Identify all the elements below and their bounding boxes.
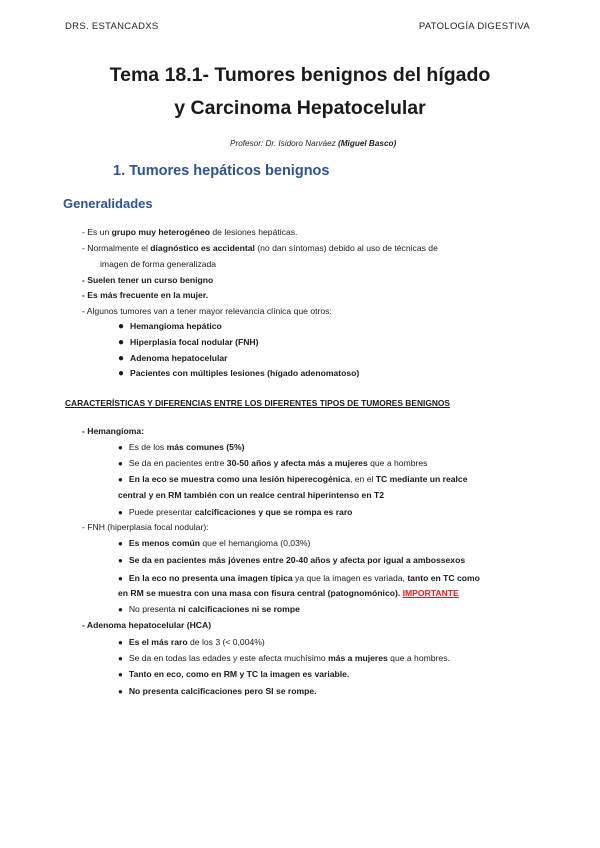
professor-author: (Miguel Basco) xyxy=(338,139,397,148)
list-item: ● Pacientes con múltiples lesiones (hígado adenomatoso) xyxy=(118,368,360,379)
fnh-line-3b: en RM se muestra con una masa con fisura central (patognomónico). IMPORTANTE xyxy=(118,588,459,598)
bullet-icon: ● xyxy=(118,574,123,583)
page-title-line2: y Carcinoma Hepatocelular xyxy=(174,97,426,119)
gen-line-5: - Algunos tumores van a tener mayor relevancia clínica que otros: xyxy=(82,306,332,316)
header-right: PATOLOGÍA DIGESTIVA xyxy=(418,21,530,32)
list-item: ● Se da en pacientes entre 30-50 años y afecta más a mujeres que a hombres xyxy=(118,458,428,468)
bullet-icon: ● xyxy=(118,670,123,679)
gen-line-2b: imagen de forma generalizada xyxy=(100,259,217,269)
gen-line-3: - Suelen tener un curso benigno xyxy=(82,275,214,285)
hca-title: - Adenoma hepatocelular (HCA) xyxy=(82,620,212,630)
bullet-icon: ● xyxy=(118,638,123,647)
list-item: ● Hiperplasia focal nodular (FNH) xyxy=(118,337,259,348)
hemangioma-title: - Hemangioma: xyxy=(82,426,145,436)
bullet-icon: ● xyxy=(118,687,123,696)
bullet-icon: ● xyxy=(118,556,123,565)
list-item: ● Es de los más comunes (5%) xyxy=(118,442,245,452)
bullet-icon: ● xyxy=(118,539,123,548)
bullet-icon: ● xyxy=(118,353,125,364)
fnh-title: - FNH (hiperplasia focal nodular): xyxy=(82,522,209,532)
list-item: ● Se da en pacientes más jóvenes entre 20-40 años y afecta por igual a ambossexos xyxy=(118,555,466,565)
bullet-icon: ● xyxy=(118,459,123,468)
list-item: ● Es menos común que el hemangioma (0,03%) xyxy=(118,538,311,548)
important-label: IMPORTANTE xyxy=(402,588,459,598)
bullet-icon: ● xyxy=(118,368,125,379)
list-item: ● Se da en todas las edades y este afecta muchísimo más a mujeres que a hombres. xyxy=(118,653,450,663)
professor-line xyxy=(230,139,396,148)
characteristics-heading: CARACTERÍSTICAS Y DIFERENCIAS ENTRE LOS DIFERENTES TIPOS DE TUMORES BENIGNOS xyxy=(65,398,450,408)
bullet-icon: ● xyxy=(118,475,123,484)
bullet-icon: ● xyxy=(118,654,123,663)
page-title-line1: Tema 18.1- Tumores benignos del hígado xyxy=(109,64,491,86)
list-item: ● Tanto en eco, como en RM y TC la imagen es variable. xyxy=(118,669,350,679)
list-item: ● En la eco no presenta una imagen típica ya que la imagen es variada, tanto en TC como xyxy=(118,573,480,583)
list-item: ● No presenta ni calcificaciones ni se rompe xyxy=(118,604,300,614)
list-item: ● Es el más raro de los 3 (< 0,004%) xyxy=(118,637,265,647)
list-item: ● Puede presentar calcificaciones y que se rompa es raro xyxy=(118,507,353,517)
gen-line-2: - Normalmente el diagnóstico es accidental (no dan síntomas) debido al uso de técnicas de xyxy=(82,243,438,253)
gen-line-4: - Es más frecuente en la mujer. xyxy=(82,290,209,300)
bullet-icon: ● xyxy=(118,321,125,332)
professor-name: Profesor: Dr. Isidoro Narváez xyxy=(230,139,338,148)
bullet-icon: ● xyxy=(118,508,123,517)
list-item: ● En la eco se muestra como una lesión hiperecogénica, en el TC mediante un realce xyxy=(118,474,468,484)
bullet-icon: ● xyxy=(118,443,123,452)
list-item: ● Adenoma hepatocelular xyxy=(118,353,228,364)
subsection-heading: Generalidades xyxy=(63,196,153,211)
gen-line-1: - Es un grupo muy heterogéneo de lesiones hepáticas. xyxy=(82,227,298,237)
section-heading: 1. Tumores hepáticos benignos xyxy=(113,163,330,179)
hem-line-3b: central y en RM también con un realce central hiperintenso en T2 xyxy=(118,490,384,500)
bullet-icon: ● xyxy=(118,605,123,614)
header-left: DRS. ESTANCADXS xyxy=(65,21,159,32)
list-item: ● Hemangioma hepático xyxy=(118,321,222,332)
bullet-icon: ● xyxy=(118,337,125,348)
list-item: ● No presenta calcificaciones pero SI se rompe. xyxy=(118,686,317,696)
